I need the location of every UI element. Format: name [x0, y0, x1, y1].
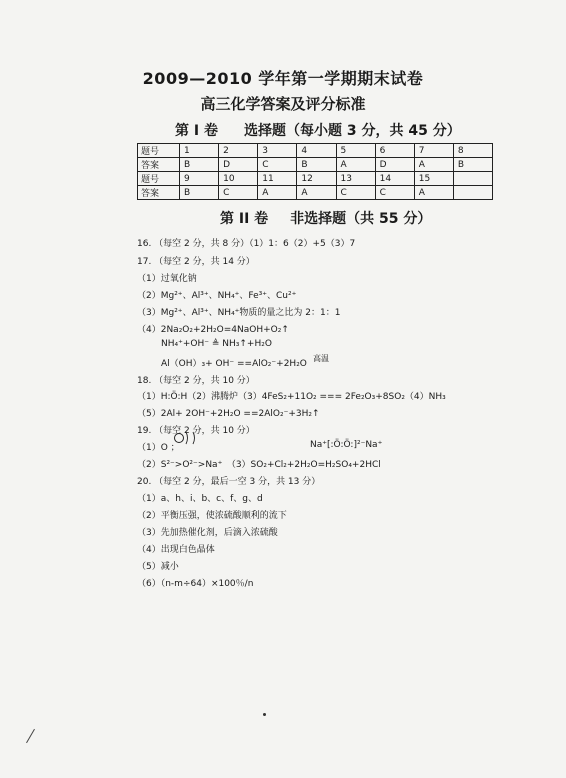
- reaction-condition-label: 高温: [313, 354, 329, 363]
- section-2-heading: [220, 208, 431, 228]
- answer-line: （2）Mg²⁺、Al³⁺、NH₄⁺、Fe³⁺、Cu²⁺: [137, 291, 297, 301]
- answer-line: （5）减小: [137, 562, 179, 572]
- answer-line: 18. （每空 2 分，共 10 分）: [137, 376, 255, 386]
- table-row: [138, 172, 493, 186]
- answer-line: 20. （每空 2 分，最后一空 3 分，共 13 分）: [137, 477, 321, 487]
- table-cell: 14: [375, 172, 414, 186]
- answer-line: Al（OH）₃+ OH⁻ ==AlO₂⁻+2H₂O: [161, 359, 307, 369]
- table-cell: 13: [336, 172, 375, 186]
- table-cell: B: [180, 186, 219, 200]
- answer-line: （1）H:Ö:H（2）沸腾炉（3）4FeS₂+11O₂ === 2Fe₂O₃+8SO₂（4）NH₃: [137, 392, 446, 402]
- table-cell: [453, 186, 492, 200]
- answer-line: 19. （每空 2 分，共 10 分）: [137, 426, 255, 436]
- scan-speck: [263, 713, 266, 716]
- table-cell: 3: [258, 144, 297, 158]
- table-cell: 8: [453, 144, 492, 158]
- answer-line: （6）（n-m÷64）×100％/n: [137, 579, 254, 589]
- page-subtitle: 高三化学答案及评分标准: [200, 95, 366, 113]
- row-label: 答案: [138, 186, 180, 200]
- section-1-desc: 选择题（每小题 3 分，共 45 分）: [243, 123, 461, 139]
- table-cell: 5: [336, 144, 375, 158]
- table-cell: 1: [180, 144, 219, 158]
- electron-formula: Na⁺[:Ö:Ö:]²⁻Na⁺: [310, 440, 383, 450]
- table-cell: [453, 172, 492, 186]
- table-cell: A: [414, 186, 453, 200]
- answer-line: （1）过氧化钠: [137, 274, 197, 284]
- table-cell: 7: [414, 144, 453, 158]
- answer-line: （3）先加热催化剂，后滴入浓硫酸: [137, 528, 278, 538]
- table-row: [138, 144, 493, 158]
- section-1-name: 第 I 卷: [175, 123, 218, 139]
- table-cell: B: [453, 158, 492, 172]
- atom-structure-sketch: [173, 430, 207, 446]
- table-cell: A: [336, 158, 375, 172]
- row-label: 答案: [138, 158, 180, 172]
- answer-table: [137, 143, 493, 200]
- table-cell: 10: [219, 172, 258, 186]
- table-cell: C: [258, 158, 297, 172]
- answer-line: （2）S²⁻>O²⁻>Na⁺ （3）SO₂+Cl₂+2H₂O=H₂SO₄+2HCl: [137, 460, 381, 470]
- table-cell: A: [258, 186, 297, 200]
- table-cell: A: [414, 158, 453, 172]
- table-cell: 11: [258, 172, 297, 186]
- section-2-desc: 非选择题（共 55 分）: [290, 211, 432, 227]
- table-cell: C: [336, 186, 375, 200]
- answer-line: 17. （每空 2 分，共 14 分）: [137, 257, 255, 267]
- answer-line: （4）出现白色晶体: [137, 545, 215, 555]
- answer-line: （5）2Al+ 2OH⁻+2H₂O ==2AlO₂⁻+3H₂↑: [137, 409, 320, 419]
- answer-line: 16. （每空 2 分，共 8 分）（1）1：6（2）+5（3）7: [137, 239, 356, 249]
- table-cell: 6: [375, 144, 414, 158]
- table-cell: D: [375, 158, 414, 172]
- answer-line: （4）2Na₂O₂+2H₂O=4NaOH+O₂↑: [137, 325, 289, 335]
- answer-line: NH₄⁺+OH⁻ ≜ NH₃↑+H₂O: [161, 339, 272, 349]
- answer-line: （1）O ；: [137, 443, 180, 453]
- table-row: [138, 158, 493, 172]
- row-label: 题号: [138, 172, 180, 186]
- table-row: [138, 186, 493, 200]
- table-cell: B: [297, 158, 336, 172]
- answer-line: （2）平衡压强，使浓硫酸顺利的流下: [137, 511, 287, 521]
- answer-line: （1）a、h、i、b、c、f、g、d: [137, 494, 263, 504]
- table-cell: 15: [414, 172, 453, 186]
- scan-stroke: [26, 729, 35, 743]
- table-cell: B: [180, 158, 219, 172]
- section-2-name: 第 II 卷: [220, 211, 269, 227]
- page-title: 2009—2010 学年第一学期期末试卷: [142, 69, 424, 88]
- row-label: 题号: [138, 144, 180, 158]
- table-cell: 12: [297, 172, 336, 186]
- table-cell: C: [375, 186, 414, 200]
- answer-line: （3）Mg²⁺、Al³⁺、NH₄⁺物质的量之比为 2：1：1: [137, 308, 341, 318]
- table-cell: A: [297, 186, 336, 200]
- section-1-heading: [175, 120, 461, 140]
- table-cell: 9: [180, 172, 219, 186]
- table-cell: 2: [219, 144, 258, 158]
- table-cell: C: [219, 186, 258, 200]
- table-cell: 4: [297, 144, 336, 158]
- table-cell: D: [219, 158, 258, 172]
